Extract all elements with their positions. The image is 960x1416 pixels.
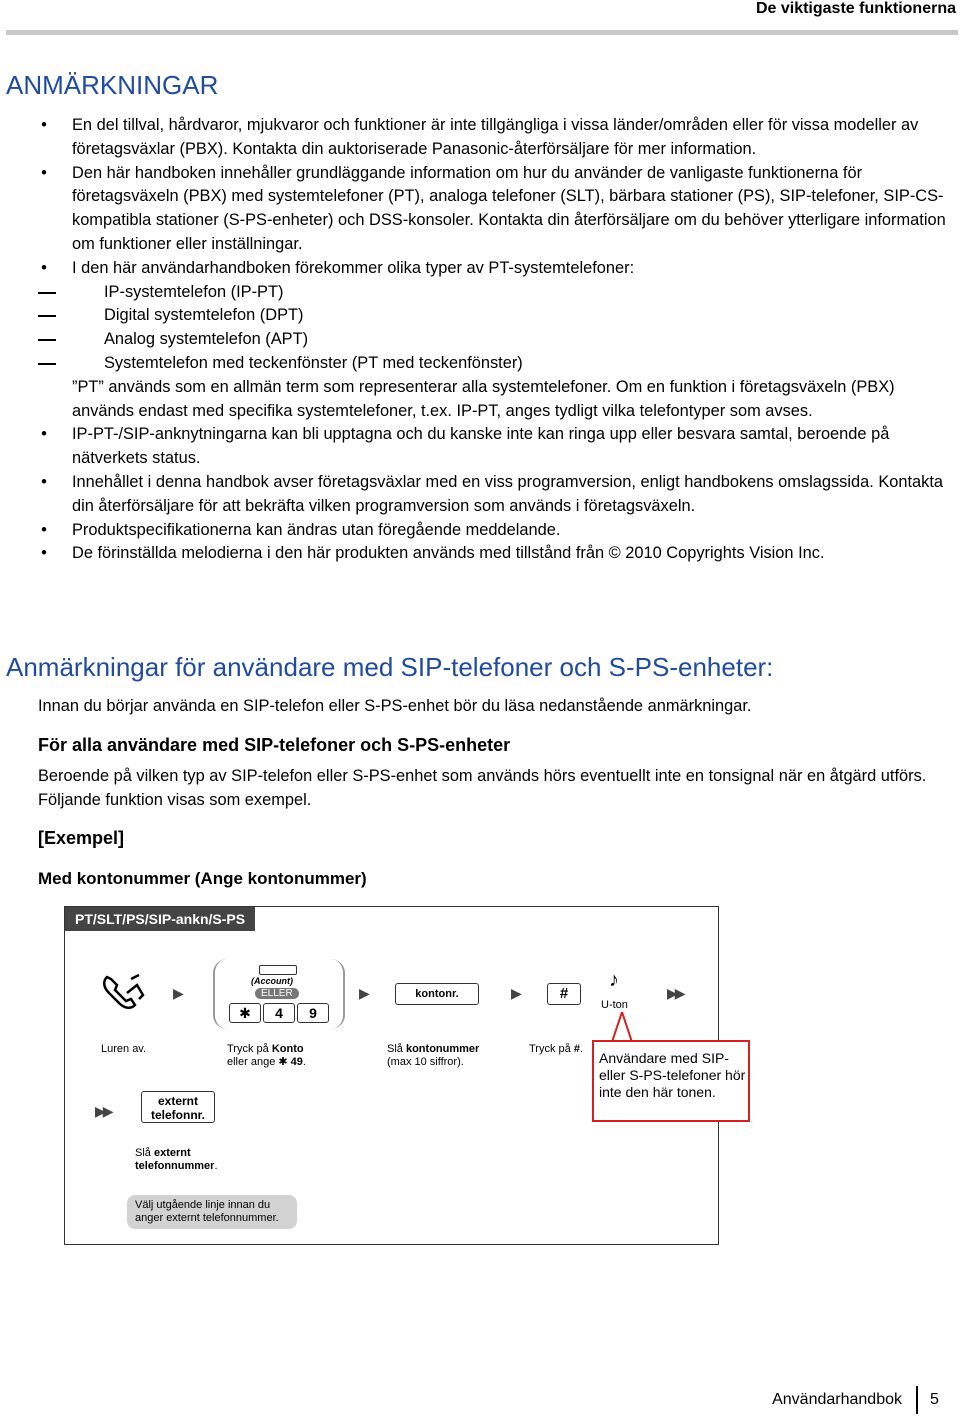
- example-heading: [Exempel]: [38, 828, 125, 848]
- tone-label: U-ton: [601, 999, 628, 1011]
- header-rule: [6, 30, 958, 35]
- external-number-key: externt telefonnr.: [141, 1091, 215, 1123]
- footer-label: Användarhandbok: [772, 1391, 902, 1408]
- list-item: • De förinställda melodierna i den här produkten används med tillstånd från © 2010 Copyrights Vision Inc.: [41, 544, 825, 563]
- off-hook-icon: [101, 973, 145, 1013]
- tone-icon: ♪: [609, 969, 619, 991]
- pt-type-item: Digital systemtelefon (DPT): [38, 304, 960, 328]
- or-badge: ELLER: [255, 988, 299, 999]
- notes-heading: ANMÄRKNINGAR: [6, 70, 219, 100]
- double-arrow-icon: ▶▶: [95, 1103, 111, 1119]
- sip-body: Beroende på vilken typ av SIP-telefon eller S-PS-enhet som används hörs eventuellt inte en tonsignal när en åtgärd utförs. Följande funktion visas som exempel.: [38, 767, 927, 809]
- notes-list: [38, 114, 960, 566]
- pt-type-item: Systemtelefon med teckenfönster (PT med teckenfönster): [38, 352, 960, 376]
- account-key-icon: [259, 965, 297, 975]
- account-key-label: (Account): [251, 976, 293, 986]
- callout-pointer: [612, 1012, 632, 1042]
- account-number-key: kontonr.: [395, 983, 479, 1005]
- sip-intro: Innan du börjar använda en SIP-telefon eller S-PS-enhet bör du läsa nedanstående anmärkningar.: [38, 697, 752, 715]
- four-key: 4: [263, 1003, 295, 1023]
- list-item: • Den här handboken innehåller grundläggande information om hur du använder de vanligaste funktionerna för företagsväxeln (PBX) med systemtelefoner (PT), analoga telefoner (SLT), bärbara stationer (PS), SIP-telefoner, SIP-CS-kompatibla stationer (S-PS-enheter) och DSS-konsoler. Kontakta din återförsäljare om du behöver ytterligare information om funktioner eller inställningar.: [41, 163, 946, 253]
- nine-key: 9: [297, 1003, 329, 1023]
- star-key: ✱: [229, 1003, 261, 1023]
- step-hash: Tryck på #.: [529, 1043, 584, 1055]
- hash-key: #: [547, 983, 581, 1005]
- running-header: De viktigaste funktionerna: [755, 0, 956, 17]
- list-item: • I den här användarhandboken förekommer olika typer av PT-systemtelefoner:: [41, 258, 635, 277]
- step-off-hook: Luren av.: [101, 1043, 147, 1055]
- external-line-note: Välj utgående linje innan du anger externt telefonnummer.: [127, 1195, 297, 1229]
- pt-type-item: IP-systemtelefon (IP-PT): [38, 281, 960, 305]
- feature-heading: Med kontonummer (Ange kontonummer): [38, 869, 367, 888]
- arrow-icon: ▶: [173, 985, 184, 1001]
- page-number: 5: [930, 1391, 939, 1408]
- double-arrow-icon: ▶▶: [667, 985, 683, 1001]
- diagram-label: PT/SLT/PS/SIP-ankn/S-PS: [65, 907, 255, 931]
- list-item: • IP-PT-/SIP-anknytningarna kan bli upptagna och du kanske inte kan ringa upp eller besvara samtal, beroende på nätverkets status.: [41, 425, 890, 468]
- footer-divider: [916, 1386, 918, 1414]
- pt-note: ”PT” används som en allmän term som representerar alla systemtelefoner. Om en funktion i företagsväxeln (PBX) används endast med specifika systemtelefoner, t.ex. IP-PT, anges tydligt vilka telefontyper som avses.: [72, 377, 895, 420]
- sip-subheading: För alla användare med SIP-telefoner och S-PS-enheter: [38, 735, 511, 755]
- list-item: • Produktspecifikationerna kan ändras utan föregående meddelande.: [41, 520, 561, 539]
- list-item: • En del tillval, hårdvaror, mjukvaror och funktioner är inte tillgängliga i vissa länder/områden eller för vissa modeller av företagsväxlar (PBX). Kontakta din auktoriserade Panasonic-återförsäljare för mer information.: [41, 116, 919, 158]
- step-external: Slå externt telefonnummer.: [135, 1147, 218, 1172]
- list-item: • Innehållet i denna handbok avser företagsväxlar med en viss programversion, enligt handbokens omslagssida. Kontakta din återförsäljare för att bekräfta vilken programversion som används i företagsväxeln.: [41, 472, 944, 515]
- sip-heading: Anmärkningar för användare med SIP-telefoner och S-PS-enheter:: [6, 652, 774, 682]
- arrow-icon: ▶: [359, 985, 370, 1001]
- sip-tone-callout: Användare med SIP-eller S-PS-telefoner hör inte den här tonen.: [592, 1040, 750, 1122]
- arrow-icon: ▶: [511, 985, 522, 1001]
- step-account-number: Slå kontonummer (max 10 siffror).: [387, 1043, 480, 1068]
- pt-type-item: Analog systemtelefon (APT): [38, 328, 960, 352]
- step-account: Tryck på Konto eller ange ✱ 49.: [227, 1043, 306, 1068]
